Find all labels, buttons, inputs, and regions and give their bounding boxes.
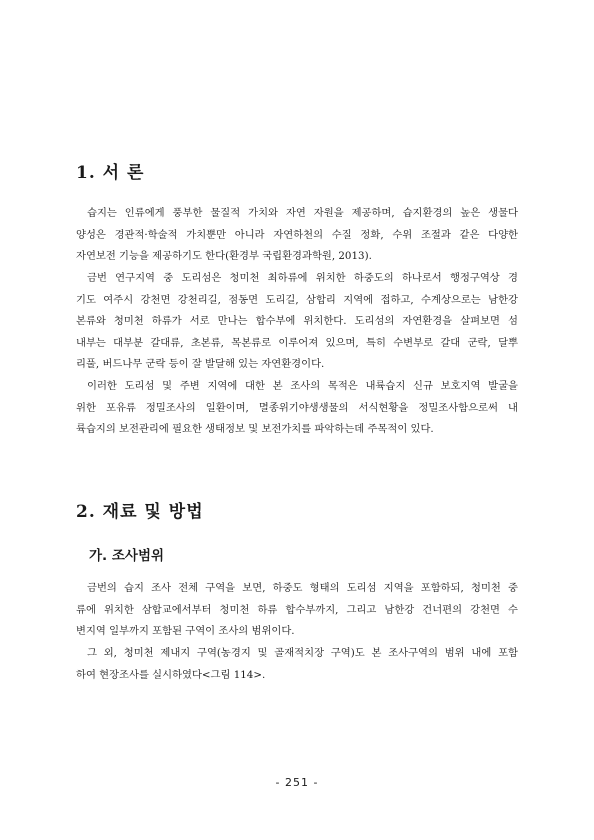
- text-line: 금번 연구지역 중 도리섬은 청미천 최하류에 위치한 하중도의 하나로서 행정구역상 경: [87, 272, 518, 284]
- text-line: 륙습지의 보전관리에 필요한 생태정보 및 보전가치를 파악하는데 주목적이 있다.: [76, 423, 434, 436]
- text-line: 위한 포유류 정밀조사의 일환이며, 멸종위기야생생물의 서식현황을 정밀조사함으로써 내: [76, 401, 518, 414]
- paragraph-introduction-3: [76, 376, 518, 441]
- section-heading-materials-methods: 2. 재료 및 방법: [76, 502, 204, 522]
- text-line: 변지역 일부까지 포함된 구역이 조사의 범위이다.: [76, 625, 295, 638]
- text-line: 류에 위치한 삼합교에서부터 청미천 하류 합수부까지, 그리고 남한강 건너편의 강천면 수: [76, 603, 518, 616]
- text-line: 이러한 도리섬 및 주변 지역에 대한 본 조사의 목적은 내륙습지 신규 보호지역 발굴을: [87, 380, 518, 392]
- text-line: 습지는 인류에게 풍부한 물질적 가치와 자연 자원을 제공하며, 습지환경의 높은 생물다: [87, 207, 518, 219]
- page-number: - 251 -: [275, 776, 319, 789]
- text-line: 하여 현장조사를 실시하였다<그림 114>.: [76, 668, 266, 681]
- text-line: 그 외, 청미천 제내지 구역(농경지 및 골재적치장 구역)도 본 조사구역의 범위 내에 포함: [87, 647, 518, 659]
- text-line: 양성은 경관적·학술적 가치뿐만 아니라 자연하천의 수질 정화, 수위 조절과 같은 다양한: [76, 228, 518, 241]
- paragraph-introduction-1: [76, 203, 518, 268]
- paragraph-introduction-2: [76, 268, 518, 376]
- subsection-heading-survey-scope: 가. 조사범위: [89, 548, 165, 564]
- text-line: 리풀, 버드나무 군락 등이 잘 발달해 있는 자연환경이다.: [76, 358, 325, 371]
- paragraph-survey-scope-1: [76, 578, 518, 643]
- paragraph-survey-scope-2: [76, 643, 518, 686]
- section-heading-introduction: 1. 서 론: [76, 163, 145, 183]
- text-line: 내부는 대부분 갈대류, 초본류, 목본류로 이루어져 있으며, 특히 수변부로 갈대 군락, 달뿌: [76, 336, 518, 349]
- text-line: 기도 여주시 강천면 강천리길, 점동면 도리길, 삼합리 지역에 접하고, 수계상으로는 남한강: [76, 293, 518, 306]
- text-line: 금번의 습지 조사 전체 구역을 보면, 하중도 형태의 도리섬 지역을 포함하되, 청미천 중: [87, 582, 518, 594]
- text-line: 자연보전 기능을 제공하기도 한다(환경부 국립환경과학원, 2013).: [76, 250, 372, 263]
- text-line: 본류와 청미천 하류가 서로 만나는 합수부에 위치한다. 도리섬의 자연환경을 살펴보면 섬: [76, 315, 518, 328]
